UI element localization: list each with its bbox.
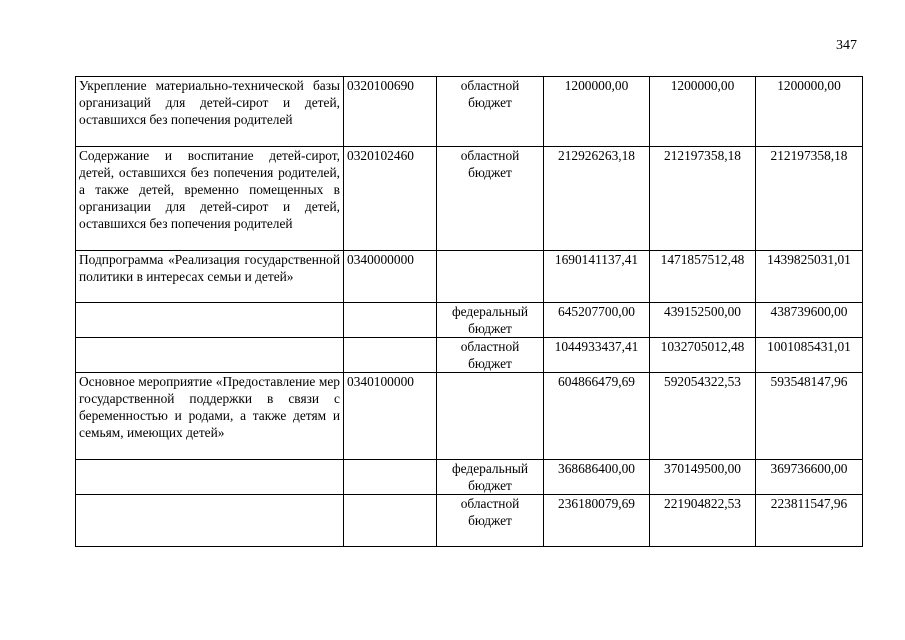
row-name-cell [76,460,344,495]
row-source-cell: областной бюджет [437,77,544,147]
row-value-3-cell: 369736600,00 [756,460,863,495]
row-value-3-cell: 1200000,00 [756,77,863,147]
row-value-2-cell: 1032705012,48 [650,338,756,373]
table-row [76,303,863,338]
table-row [76,460,863,495]
row-value-1-cell: 1690141137,41 [544,251,650,303]
row-value-2-cell: 212197358,18 [650,147,756,251]
row-value-2-cell: 1200000,00 [650,77,756,147]
row-code-cell [344,303,437,338]
table-row [76,495,863,547]
row-source-cell [437,373,544,460]
row-name-cell [76,338,344,373]
page-number: 347 [836,38,857,53]
row-value-3-cell: 223811547,96 [756,495,863,547]
row-source-cell: областной бюджет [437,147,544,251]
row-value-1-cell: 236180079,69 [544,495,650,547]
row-value-2-cell: 1471857512,48 [650,251,756,303]
row-value-3-cell: 212197358,18 [756,147,863,251]
table-row [76,147,863,251]
row-value-3-cell: 1439825031,01 [756,251,863,303]
row-source-cell [437,251,544,303]
row-name-cell: Укрепление материально-технической базы организаций для детей-сирот и детей, оставшихся без попечения родителей [76,77,344,147]
row-code-cell [344,495,437,547]
row-source-cell: областной бюджет [437,338,544,373]
row-value-2-cell: 221904822,53 [650,495,756,547]
table-row [76,77,863,147]
row-value-3-cell: 438739600,00 [756,303,863,338]
table-row [76,251,863,303]
row-code-cell [344,460,437,495]
row-code-cell: 0320100690 [344,77,437,147]
row-value-3-cell: 593548147,96 [756,373,863,460]
row-value-1-cell: 604866479,69 [544,373,650,460]
row-value-1-cell: 368686400,00 [544,460,650,495]
row-value-2-cell: 592054322,53 [650,373,756,460]
row-code-cell: 0320102460 [344,147,437,251]
row-code-cell: 0340100000 [344,373,437,460]
row-source-cell: федеральный бюджет [437,460,544,495]
row-code-cell: 0340000000 [344,251,437,303]
row-value-1-cell: 1200000,00 [544,77,650,147]
budget-table [75,76,863,547]
row-name-cell: Основное мероприятие «Предоставление мер государственной поддержки в связи с беременностью и родами, а также детям и семьям, имеющих детей» [76,373,344,460]
row-value-3-cell: 1001085431,01 [756,338,863,373]
row-name-cell [76,495,344,547]
row-name-cell: Содержание и воспитание детей-сирот, детей, оставшихся без попечения родителей, а также детей, временно помещенных в организации для детей-сирот и детей, оставшихся без попечения родителей [76,147,344,251]
row-name-cell: Подпрограмма «Реализация государственной политики в интересах семьи и детей» [76,251,344,303]
table-row [76,373,863,460]
row-code-cell [344,338,437,373]
row-value-1-cell: 1044933437,41 [544,338,650,373]
row-value-2-cell: 439152500,00 [650,303,756,338]
row-source-cell: областной бюджет [437,495,544,547]
row-name-cell [76,303,344,338]
row-value-2-cell: 370149500,00 [650,460,756,495]
row-value-1-cell: 645207700,00 [544,303,650,338]
table-row [76,338,863,373]
row-value-1-cell: 212926263,18 [544,147,650,251]
row-source-cell: федеральный бюджет [437,303,544,338]
